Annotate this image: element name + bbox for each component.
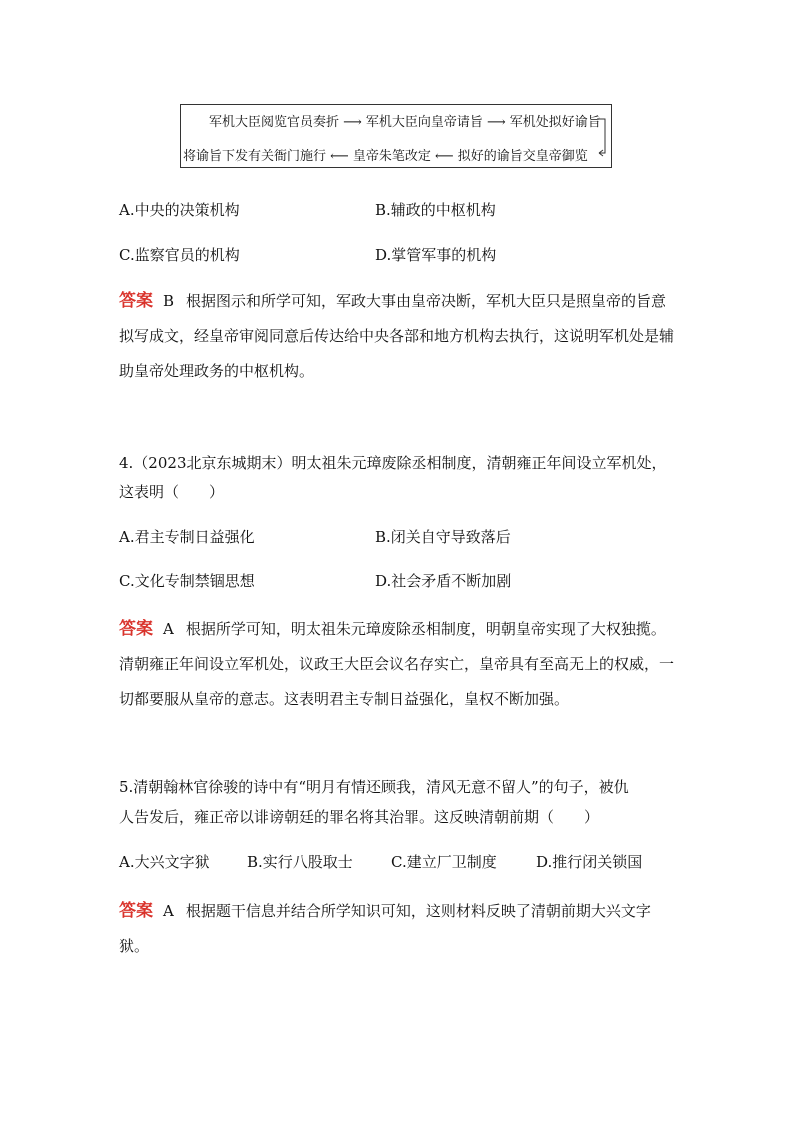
- q4-stem-line-2: 这表明（ ）: [119, 483, 225, 501]
- answer-explanation: 根据题干信息并结合所学知识可知，这则材料反映了清朝前期大兴文字狱。: [119, 902, 651, 955]
- flowchart-row-1: 军机大臣阅览官员奏折 ⟶ 军机大臣向皇帝请旨 ⟶ 军机处拟好谕旨: [209, 115, 601, 130]
- q4-option-c[interactable]: C.文化专制禁锢思想: [119, 572, 255, 590]
- answer-letter: A: [163, 620, 174, 638]
- q4-option-a[interactable]: A.君主专制日益强化: [119, 528, 255, 546]
- flowchart-row-2: 将谕旨下发有关衙门施行 ⟵ 皇帝朱笔改定 ⟵ 拟好的谕旨交皇帝御览: [183, 149, 588, 164]
- answer-explanation: 根据所学可知，明太祖朱元璋废除丞相制度，明朝皇帝实现了大权独揽。清朝雍正年间设立军机处，议政王大臣会议名存实亡，皇帝具有至高无上的权威，一切都要服从皇帝的意志。这表明君主专制日益强化，皇权不断加强。: [119, 620, 675, 708]
- q4-option-b[interactable]: B.闭关自守导致落后: [375, 528, 511, 546]
- answer-label: 答案: [119, 619, 153, 639]
- answer-letter: A: [163, 902, 174, 920]
- q3-option-c[interactable]: C.监察官员的机构: [119, 246, 240, 264]
- answer-label: 答案: [119, 901, 153, 921]
- q5-answer: [119, 894, 679, 964]
- answer-explanation: 根据图示和所学可知，军政大事由皇帝决断，军机大臣只是照皇帝的旨意拟写成文，经皇帝审阅同意后传达给中央各部和地方机构去执行，这说明军机处是辅助皇帝处理政务的中枢机构。: [119, 292, 675, 380]
- answer-letter: B: [163, 292, 175, 310]
- q3-answer: [119, 284, 679, 389]
- q3-option-d[interactable]: D.掌管军事的机构: [375, 246, 497, 264]
- q3-option-b[interactable]: B.辅政的中枢机构: [375, 201, 496, 219]
- q4-option-d[interactable]: D.社会矛盾不断加剧: [375, 572, 512, 590]
- q4-stem-line-1: 4.（2023北京东城期末）明太祖朱元璋废除丞相制度，清朝雍正年间设立军机处，: [119, 454, 667, 472]
- q4-answer: [119, 612, 679, 717]
- q5-option-b[interactable]: B.实行八股取士: [247, 853, 353, 871]
- answer-label: 答案: [119, 291, 153, 311]
- q5-stem-line-1: 5.清朝翰林官徐骏的诗中有“明月有情还顾我，清风无意不留人”的句子，被仇: [119, 778, 629, 796]
- q3-option-a[interactable]: A.中央的决策机构: [119, 201, 240, 219]
- q5-option-c[interactable]: C.建立厂卫制度: [391, 853, 497, 871]
- flowchart-box: [180, 104, 612, 168]
- q5-stem-line-2: 人告发后，雍正帝以诽谤朝廷的罪名将其治罪。这反映清朝前期（ ）: [119, 808, 600, 826]
- q5-option-d[interactable]: D.推行闭关锁国: [536, 853, 643, 871]
- flowchart-turn-arrow-icon: [595, 117, 609, 157]
- q5-option-a[interactable]: A.大兴文字狱: [119, 853, 210, 871]
